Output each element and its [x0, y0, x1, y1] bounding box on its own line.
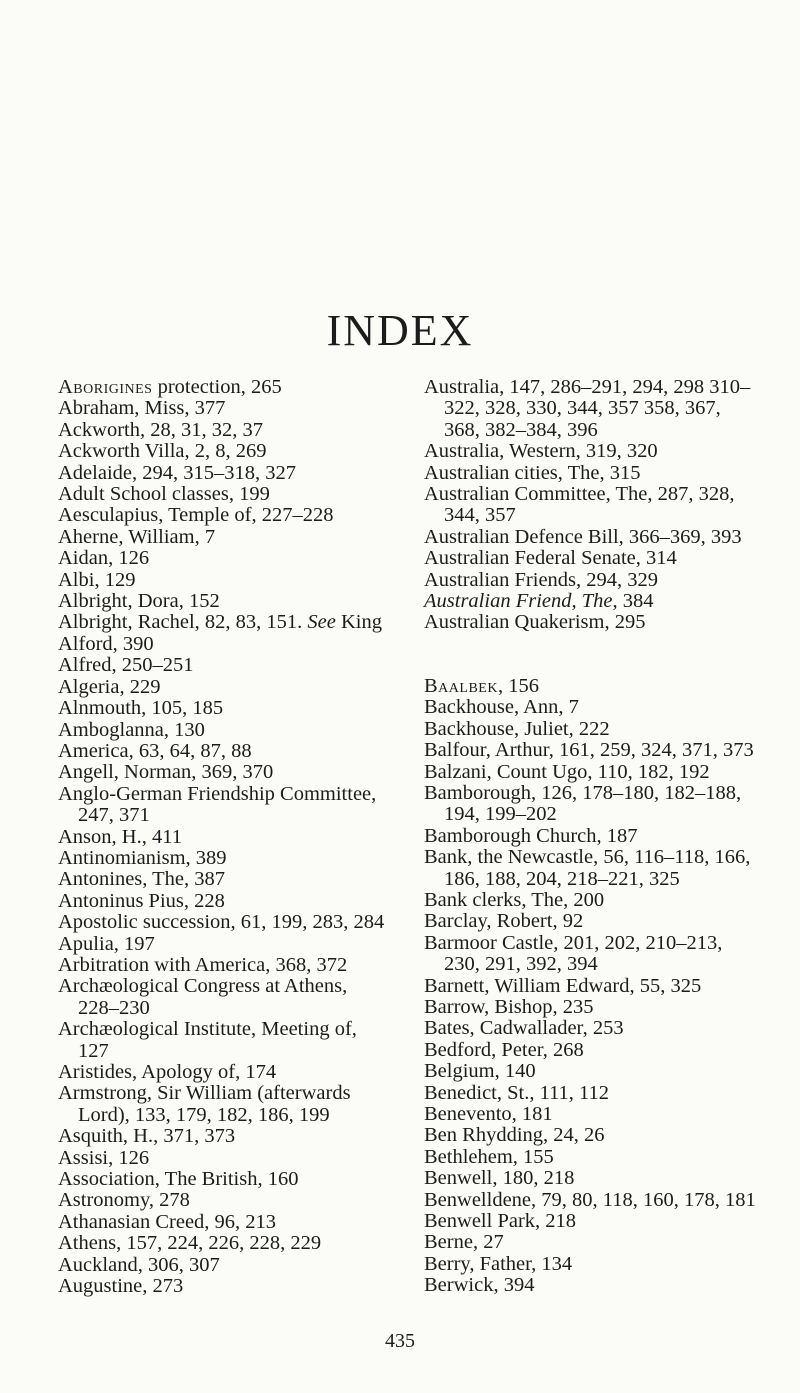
- index-entry-text: Benevento, 181: [424, 1103, 553, 1125]
- index-entry: [424, 463, 756, 484]
- index-entry: [424, 570, 756, 591]
- index-entry: [58, 848, 388, 869]
- index-entry: [58, 1190, 388, 1211]
- index-entry-text: Alnmouth, 105, 185: [58, 697, 224, 720]
- index-entry-text: Ackworth Villa, 2, 8, 269: [58, 440, 267, 463]
- index-entry-text: Berne, 27: [424, 1231, 504, 1254]
- index-entry-text: Ackworth, 28, 31, 32, 37: [58, 418, 263, 441]
- index-entry: [58, 548, 388, 569]
- index-entry: [424, 1040, 756, 1061]
- index-entry: [58, 398, 388, 419]
- index-entry-title: Australian Friend, The,: [424, 590, 618, 613]
- index-entry-text: Apulia, 197: [58, 932, 155, 955]
- index-entry: [58, 634, 388, 655]
- index-entry-text: Bedford, Peter, 268: [424, 1038, 584, 1061]
- index-entry-text: Australian cities, The, 315: [424, 461, 641, 484]
- index-entry-text: America, 63, 64, 87, 88: [58, 739, 252, 762]
- index-entry-text: Bank, the Newcastle, 56, 116–118, 166, 186, 188, 204, 218–221, 325: [424, 846, 751, 890]
- index-entry: [58, 655, 388, 676]
- index-entry-text: Aristides, Apology of, 174: [58, 1061, 277, 1083]
- index-entry: [58, 1233, 388, 1254]
- index-entry-lead: Aborigines: [58, 376, 153, 398]
- index-entry-text: Barclay, Robert, 92: [424, 910, 584, 933]
- index-column-left: [58, 377, 388, 1297]
- index-entry: [58, 420, 388, 441]
- index-entry: [58, 1169, 388, 1190]
- index-entry-text: Augustine, 273: [58, 1275, 184, 1298]
- index-entry-text: Alfred, 250–251: [58, 654, 194, 677]
- index-entry-text: Australian Defence Bill, 366–369, 393: [424, 525, 742, 548]
- index-entry-text: Benwell Park, 218: [424, 1210, 577, 1233]
- index-entry: [424, 740, 756, 761]
- index-entry-text: Benwell, 180, 218: [424, 1167, 575, 1190]
- index-entry: [424, 548, 756, 569]
- index-entry: [424, 976, 756, 997]
- index-entry: [424, 612, 756, 633]
- index-entry: [58, 1148, 388, 1169]
- index-entry-text: 384: [617, 590, 654, 613]
- index-entry-text: Belgium, 140: [424, 1060, 536, 1083]
- index-entry-text: Auckland, 306, 307: [58, 1253, 220, 1276]
- index-entry-text: Armstrong, Sir William (afterwards Lord), 133, 179, 182, 186, 199: [58, 1082, 351, 1126]
- index-entry-text: Anglo-German Friendship Committee, 247, 371: [58, 782, 377, 827]
- index-entry: [58, 1019, 388, 1062]
- index-entry-text: Bates, Cadwallader, 253: [424, 1017, 624, 1040]
- index-entry-text: Australian Quakerism, 295: [424, 611, 646, 634]
- index-entry-text: Barrow, Bishop, 235: [424, 995, 594, 1018]
- index-entry-text: Archæological Institute, Meeting of, 127: [58, 1018, 357, 1062]
- index-entry-text: Antoninus Pius, 228: [58, 889, 225, 912]
- index-entry-text: Assisi, 126: [58, 1146, 150, 1169]
- index-entry-text: Australian Friends, 294, 329: [424, 568, 659, 591]
- index-entry-text: Algeria, 229: [58, 675, 161, 698]
- index-entry-text: Berry, Father, 134: [424, 1252, 573, 1275]
- index-entry: [424, 1104, 756, 1125]
- index-entry: [58, 591, 388, 612]
- index-entry: [424, 719, 756, 740]
- index-entry-text: Bethlehem, 155: [424, 1145, 554, 1168]
- index-entry: [58, 484, 388, 505]
- index-entry: [424, 890, 756, 911]
- index-entry-text: Association, The British, 160: [58, 1168, 299, 1191]
- index-entry: [424, 697, 756, 718]
- index-entry-text: Adelaide, 294, 315–318, 327: [58, 461, 296, 484]
- index-entry: [424, 377, 756, 441]
- index-entry: [58, 741, 388, 762]
- index-entry-text: Abraham, Miss, 377: [58, 397, 226, 420]
- index-entry: [58, 698, 388, 719]
- index-entry-lead: Baalbek: [424, 674, 498, 697]
- index-entry: [424, 1147, 756, 1168]
- index-entry-text: Aidan, 126: [58, 547, 150, 570]
- index-entry: [58, 1212, 388, 1233]
- index-entry: [424, 1211, 756, 1232]
- index-entry-text: , 156: [497, 674, 539, 697]
- index-entry: [58, 1083, 388, 1126]
- index-entry-text: Balfour, Arthur, 161, 259, 324, 371, 373: [424, 739, 754, 762]
- index-entry-text: Aherne, William, 7: [58, 525, 216, 548]
- page-title: INDEX: [326, 306, 474, 355]
- index-entry: [424, 591, 756, 612]
- index-entry: [424, 997, 756, 1018]
- index-entry-text: Albi, 129: [58, 568, 136, 591]
- index-entry-text: Antinomianism, 389: [58, 846, 227, 869]
- index-entry-text: Backhouse, Juliet, 222: [424, 717, 610, 740]
- index-entry: [424, 826, 756, 847]
- index-entry-text: Bamborough Church, 187: [424, 824, 638, 847]
- index-entry: [424, 484, 756, 527]
- index-entry-text: Barmoor Castle, 201, 202, 210–213, 230, 291, 392, 394: [424, 931, 723, 976]
- index-entry-text: Anson, H., 411: [58, 825, 182, 848]
- index-entry: [424, 762, 756, 783]
- index-entry: [58, 505, 388, 526]
- index-entry: [424, 441, 756, 462]
- see-target: King: [335, 611, 382, 634]
- index-entry-text: Balzani, Count Ugo, 110, 182, 192: [424, 760, 710, 783]
- index-entry-text: Asquith, H., 371, 373: [58, 1125, 236, 1148]
- index-entry: [58, 1255, 388, 1276]
- index-entry: [424, 1254, 756, 1275]
- index-column-right: [424, 377, 756, 1297]
- index-entry-text: Antonines, The, 387: [58, 868, 226, 891]
- index-entry: [58, 463, 388, 484]
- index-entry: [58, 827, 388, 848]
- index-entry: [424, 1168, 756, 1189]
- index-entry: [58, 612, 388, 633]
- index-entry-text: Benwelldene, 79, 80, 118, 160, 178, 181: [424, 1188, 756, 1211]
- index-entry-text: Aesculapius, Temple of, 227–228: [58, 504, 334, 527]
- index-entry-text: Angell, Norman, 369, 370: [58, 761, 274, 784]
- index-entry-text: Australia, 147, 286–291, 294, 298 310–322, 328, 330, 344, 357 358, 367, 368, 382–384, 396: [424, 376, 751, 441]
- index-entry-text: Bank clerks, The, 200: [424, 888, 605, 911]
- index-entry-text: Berwick, 394: [424, 1274, 535, 1297]
- index-entry: [424, 933, 756, 976]
- index-entry-text: protection, 265: [152, 376, 282, 398]
- index-entry-text: Alford, 390: [58, 632, 154, 655]
- index-entry-text: Backhouse, Ann, 7: [424, 696, 579, 719]
- index-entry: [424, 783, 756, 826]
- index-entry-text: Arbitration with America, 368, 372: [58, 953, 348, 976]
- index-entry: [58, 1126, 388, 1147]
- index-entry-text: Australia, Western, 319, 320: [424, 440, 658, 463]
- index-entry-text: Barnett, William Edward, 55, 325: [424, 974, 702, 997]
- index-entry-text: Apostolic succession, 61, 199, 283, 284: [58, 911, 385, 934]
- index-entry: [424, 847, 756, 890]
- index-entry: [424, 527, 756, 548]
- index-entry: [58, 677, 388, 698]
- index-entry-text: Bamborough, 126, 178–180, 182–188, 194, 199–202: [424, 781, 742, 826]
- index-entry: [58, 527, 388, 548]
- page-number: 435: [385, 1330, 415, 1352]
- index-entry: [424, 1083, 756, 1104]
- index-entry-text: Ben Rhydding, 24, 26: [424, 1124, 605, 1147]
- index-entry-text: Amboglanna, 130: [58, 718, 205, 741]
- index-entry: [58, 912, 388, 933]
- index-entry-text: Albright, Dora, 152: [58, 590, 220, 613]
- index-entry: [58, 891, 388, 912]
- index-entry: [58, 762, 388, 783]
- index-entry-text: Australian Federal Senate, 314: [424, 547, 677, 570]
- index-entry: [58, 976, 388, 1019]
- index-entry: [58, 955, 388, 976]
- index-entry-text: Athens, 157, 224, 226, 228, 229: [58, 1232, 322, 1255]
- index-entry: [424, 1125, 756, 1146]
- index-entry: [424, 1018, 756, 1039]
- index-entry: [58, 720, 388, 741]
- index-entry: [58, 1062, 388, 1083]
- index-entry: [424, 1190, 756, 1211]
- index-entry-text: Archæological Congress at Athens, 228–230: [58, 975, 348, 1019]
- index-entry: [424, 1061, 756, 1082]
- index-entry-text: Australian Committee, The, 287, 328, 344, 357: [424, 483, 735, 527]
- index-entry: [424, 1275, 756, 1296]
- index-entry: [424, 911, 756, 932]
- index-entry: [424, 1232, 756, 1253]
- see-reference: See: [307, 611, 336, 634]
- index-entry: [58, 377, 388, 398]
- index-entry: [58, 784, 388, 827]
- index-entry-text: Adult School classes, 199: [58, 483, 270, 506]
- index-entry-text: Astronomy, 278: [58, 1189, 190, 1212]
- index-entry: [58, 934, 388, 955]
- index-entry: [58, 869, 388, 890]
- index-entry-text: Benedict, St., 111, 112: [424, 1081, 610, 1104]
- index-entry: [58, 441, 388, 462]
- index-entry-text: Athanasian Creed, 96, 213: [58, 1210, 277, 1233]
- index-entry: [58, 570, 388, 591]
- index-entry-text: Albright, Rachel, 82, 83, 151.: [58, 611, 308, 634]
- index-entry: [58, 1276, 388, 1297]
- index-entry: [424, 676, 756, 697]
